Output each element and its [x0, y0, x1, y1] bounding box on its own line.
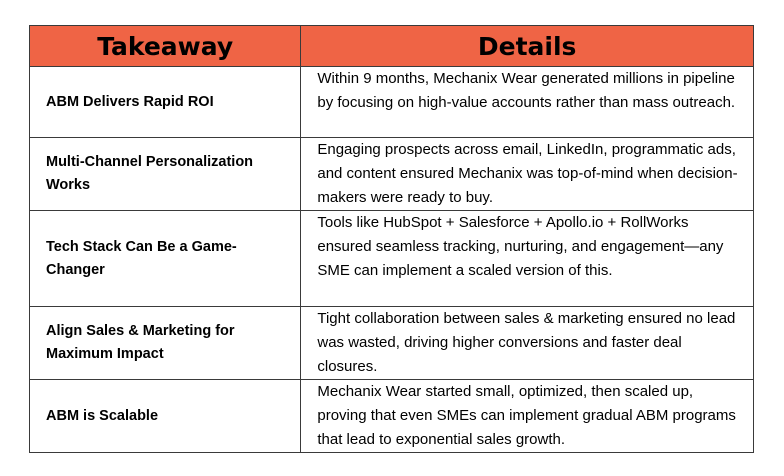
table-header-row: [30, 26, 754, 67]
takeaways-table: [29, 25, 754, 453]
details-cell: Tight collaboration between sales & marketing ensured no lead was wasted, driving higher conversions and faster deal closures.: [301, 307, 754, 380]
table-row: [30, 67, 754, 138]
header-takeaway: Takeaway: [30, 26, 301, 67]
details-cell: Mechanix Wear started small, optimized, then scaled up, proving that even SMEs can implement gradual ABM programs that lead to exponential sales growth.: [301, 380, 754, 453]
table-row: [30, 138, 754, 211]
table-row: [30, 211, 754, 307]
details-cell: Engaging prospects across email, LinkedIn, programmatic ads, and content ensured Mechanix was top-of-mind when decision-makers were ready to buy.: [301, 138, 754, 211]
takeaway-cell: Tech Stack Can Be a Game-Changer: [30, 211, 301, 307]
table-row: [30, 307, 754, 380]
header-details: Details: [301, 26, 754, 67]
details-cell: Tools like HubSpot + Salesforce + Apollo.io + RollWorks ensured seamless tracking, nurturing, and engagement—any SME can implement a scaled version of this.: [301, 211, 754, 307]
takeaway-cell: ABM is Scalable: [30, 380, 301, 453]
takeaway-cell: Multi-Channel Personalization Works: [30, 138, 301, 211]
details-cell: Within 9 months, Mechanix Wear generated millions in pipeline by focusing on high-value accounts rather than mass outreach.: [301, 67, 754, 138]
takeaway-cell: ABM Delivers Rapid ROI: [30, 67, 301, 138]
table-row: [30, 380, 754, 453]
takeaway-cell: Align Sales & Marketing for Maximum Impact: [30, 307, 301, 380]
